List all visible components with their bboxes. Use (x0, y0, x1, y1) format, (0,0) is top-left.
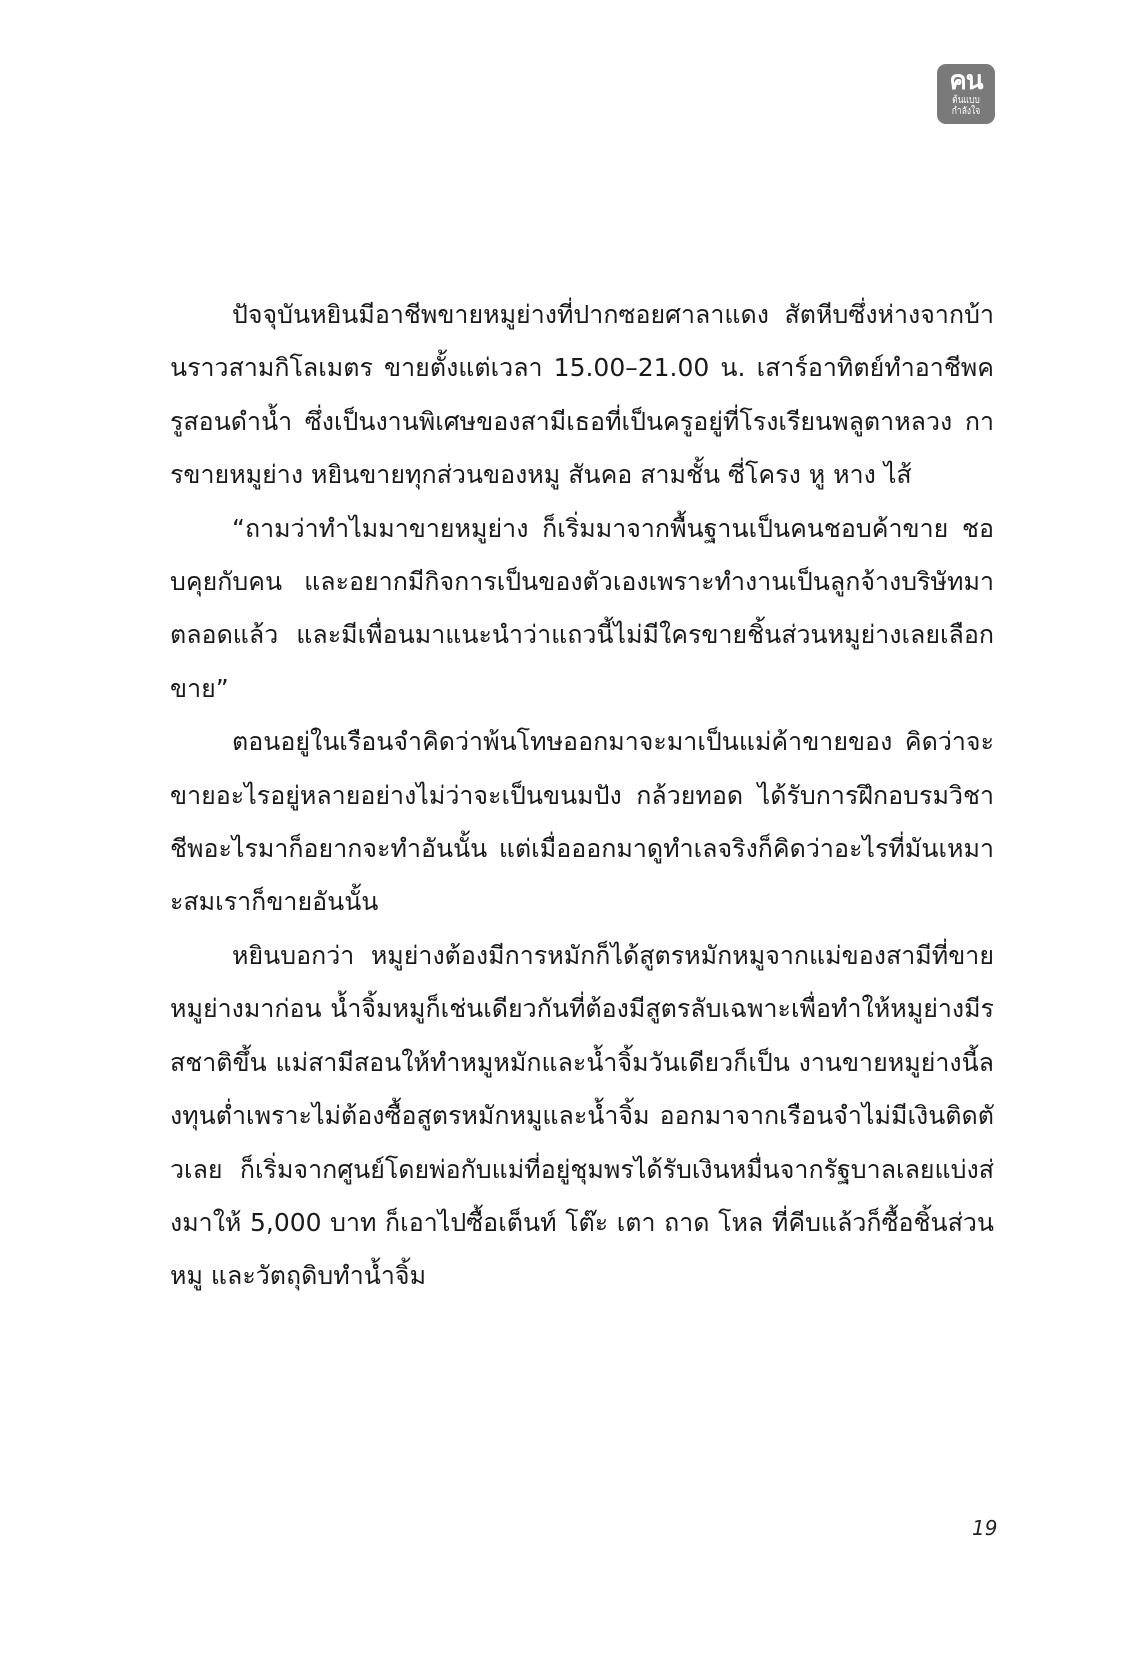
paragraph-3: ตอนอยู่ในเรือนจำคิดว่าพ้นโทษออกมาจะมาเป็นแม่ค้าขายของ คิดว่าจะขายอะไรอยู่หลายอย่างไม่ว่าจะเป็นขนมปัง กล้วยทอด ได้รับการฝึกอบรมวิชาชีพอะไรมาก็อยากจะทำอันนั้น แต่เมื่อออกมาดูทำเลจริงก็คิดว่าอะไรที่มันเหมาะสมเราก็ขายอันนั้น (170, 727, 994, 917)
logo-main-text: คน (949, 66, 983, 96)
paragraph-2: “ถามว่าทำไมมาขายหมูย่าง ก็เริ่มมาจากพื้นฐานเป็นคนชอบค้าขาย ชอบคุยกับคน และอยากมีกิจการเป็นของตัวเองเพราะทำงานเป็นลูกจ้างบริษัทมาตลอดแล้ว และมีเพื่อนมาแนะนำว่าแถวนี้ไม่มีใครขายชิ้นส่วนหมูย่างเลยเลือกขาย” (170, 513, 994, 703)
logo-sub-text-1: ต้นแบบ (952, 95, 980, 106)
publication-logo (937, 64, 995, 124)
body-text (170, 288, 994, 1303)
paragraph-1: ปัจจุบันหยินมีอาชีพขายหมูย่างที่ปากซอยศาลาแดง สัตหีบซึ่งห่างจากบ้านราวสามกิโลเมตร ขายตั้งแต่เวลา 15.00–21.00 น. เสาร์อาทิตย์ทำอาชีพครูสอนดำน้ำ ซึ่งเป็นงานพิเศษของสามีเธอที่เป็นครูอยู่ที่โรงเรียนพลูตาหลวง การขายหมูย่าง หยินขายทุกส่วนของหมู สันคอ สามชั้น ซี่โครง หู หาง ไส้ (170, 300, 994, 490)
page-number: 19 (972, 1516, 998, 1540)
paragraph-4: หยินบอกว่า หมูย่างต้องมีการหมักก็ได้สูตรหมักหมูจากแม่ของสามีที่ขายหมูย่างมาก่อน น้ำจิ้มหมูก็เช่นเดียวกันที่ต้องมีสูตรลับเฉพาะเพื่อทำให้หมูย่างมีรสชาติขึ้น แม่สามีสอนให้ทำหมูหมักและน้ำจิ้มวันเดียวก็เป็น งานขายหมูย่างนี้ลงทุนต่ำเพราะไม่ต้องซื้อสูตรหมักหมูและน้ำจิ้ม ออกมาจากเรือนจำไม่มีเงินติดตัวเลย ก็เริ่มจากศูนย์โดยพ่อกับแม่ที่อยู่ชุมพรได้รับเงินหมื่นจากรัฐบาลเลยแบ่งส่งมาให้ 5,000 บาท ก็เอาไปซื้อเต็นท์ โต๊ะ เตา ถาด โหล ที่คีบแล้วก็ซื้อชิ้นส่วนหมู และวัตถุดิบทำน้ำจิ้ม (170, 940, 994, 1291)
logo-sub-text-2: กำลังใจ (951, 106, 981, 117)
